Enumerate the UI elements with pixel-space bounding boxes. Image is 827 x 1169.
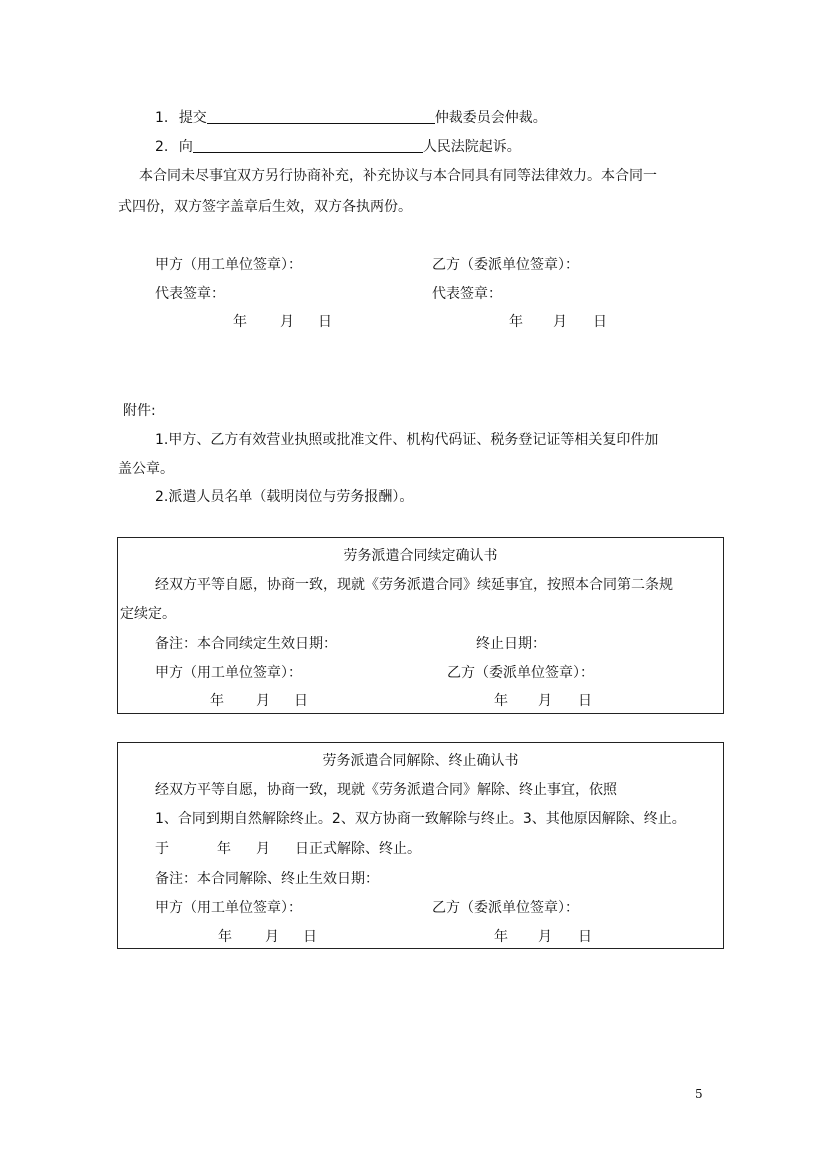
termination-date-month-a: 月 [265,929,279,945]
representative-a: 代表签章： [155,286,225,302]
item-number: 2. [155,139,169,155]
renewal-note: 备注：本合同续定生效日期： [155,636,337,652]
termination-body-line-3-suffix: 日正式解除、终止。 [295,841,421,857]
termination-date-month-b: 月 [538,929,552,945]
renewal-date-month-a: 月 [256,693,270,709]
termination-date-year-b: 年 [494,929,508,945]
termination-body-line-2: 1、合同到期自然解除终止。2、双方协商一致解除与终止。3、其他原因解除、终止。 [155,811,686,827]
date-year-a: 年 [233,314,247,330]
attachments-heading: 附件: [123,403,156,419]
renewal-date-day-b: 日 [578,693,592,709]
item-number: 1. [155,110,169,126]
renewal-end-date: 终止日期： [476,636,546,652]
item-text: 仲裁委员会仲裁。 [434,110,547,126]
renewal-party-a: 甲方（用工单位签章）： [155,665,302,681]
date-year-b: 年 [509,314,523,330]
termination-party-b: 乙方（委派单位签章）： [432,900,579,916]
termination-date-year: 年 [217,841,231,857]
date-day-a: 日 [318,314,332,330]
renewal-body-line-2: 定续定。 [120,606,176,622]
signature-party-b: 乙方（委派单位签章）： [432,257,579,273]
renewal-party-b: 乙方（委派单位签章）： [447,665,594,681]
termination-body-line-1: 经双方平等自愿，协商一致，现就《劳务派遣合同》解除、终止事宜，依照 [155,782,617,798]
attachment-item-1-line-1: 1.甲方、乙方有效营业执照或批准文件、机构代码证、税务登记证等相关复印件加 [155,432,659,448]
item-text: 向 [178,139,193,155]
termination-date-year-a: 年 [218,929,232,945]
termination-body-line-3-prefix: 于 [155,841,169,857]
item-text: 提交 [178,110,207,126]
termination-date-month: 月 [256,841,270,857]
page-number: 5 [695,1087,703,1101]
renewal-date-day-a: 日 [294,693,308,709]
renewal-body-line-1: 经双方平等自愿，协商一致，现就《劳务派遣合同》续延事宜，按照本合同第二条规 [155,577,673,593]
renewal-date-year-a: 年 [210,693,224,709]
attachment-item-1-line-2: 盖公章。 [118,461,174,477]
closing-line-2: 式四份，双方签字盖章后生效，双方各执两份。 [118,199,412,215]
date-month-a: 月 [280,314,294,330]
termination-party-a: 甲方（用工单位签章）： [155,900,302,916]
termination-box-title: 劳务派遣合同解除、终止确认书 [322,753,519,769]
representative-b: 代表签章： [432,286,502,302]
blank-line [193,138,423,153]
arbitration-item-2 [155,138,521,156]
item-text: 人民法院起诉。 [422,139,521,155]
date-day-b: 日 [593,314,607,330]
renewal-box-title: 劳务派遣合同续定确认书 [343,548,498,564]
date-month-b: 月 [553,314,567,330]
renewal-date-year-b: 年 [494,693,508,709]
termination-date-day-a: 日 [303,929,317,945]
attachment-item-2: 2.派遣人员名单（载明岗位与劳务报酬）。 [155,489,414,505]
closing-line-1: 本合同未尽事宜双方另行协商补充，补充协议与本合同具有同等法律效力。本合同一 [139,168,657,184]
blank-line [207,109,435,124]
renewal-date-month-b: 月 [538,693,552,709]
termination-date-day-b: 日 [578,929,592,945]
signature-party-a: 甲方（用工单位签章）： [155,257,302,273]
arbitration-item-1 [155,109,547,127]
termination-note: 备注：本合同解除、终止生效日期： [155,871,379,887]
